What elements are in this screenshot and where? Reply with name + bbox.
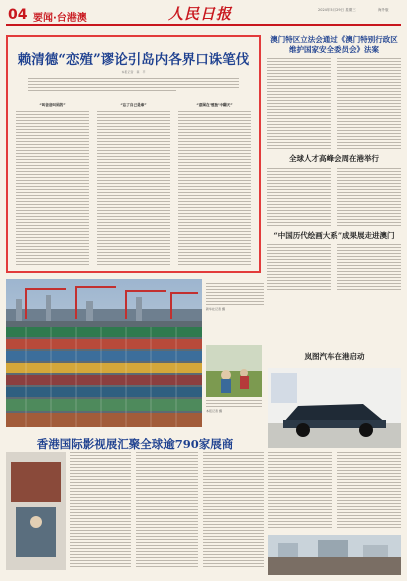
article-title-voyah[interactable] — [268, 352, 401, 362]
lead-headline[interactable]: 赖清德“恋殖”谬论引岛内各界口诛笔伐 — [17, 52, 250, 68]
container-port-image — [6, 279, 202, 427]
farm-caption — [206, 400, 262, 413]
lead-column-3 — [178, 103, 251, 265]
article-title-painting-exhibition[interactable]: “中国历代绘画大系”成果展走进澳门 — [273, 230, 395, 240]
film-headline[interactable]: 香港国际影视展汇聚全球逾790家展商 — [36, 437, 234, 451]
right-column — [267, 35, 401, 292]
photo-credit-port: 新华社记者 摄 — [206, 307, 225, 311]
publication-date: 2024年5月29日 星期三 — [318, 8, 356, 12]
section-title: 要闻·台港澳 — [33, 13, 87, 24]
expo-image — [6, 452, 66, 570]
farm-image — [206, 345, 262, 397]
lead-body-columns — [16, 103, 251, 265]
page-header — [0, 0, 407, 28]
port-photo — [6, 279, 202, 427]
article-title-macau-security[interactable]: 澳门特区立法会通过《澳门特别行政区 — [270, 35, 398, 44]
bottom-right-photo — [268, 535, 401, 575]
lead-byline: 本报记者 冀 平 — [121, 70, 146, 74]
masthead: 人民日报 — [168, 5, 233, 23]
article-body-talent-summit — [267, 168, 401, 228]
section-number: 04 — [8, 7, 28, 23]
lead-subhead-1: “叫爸爸叫妈的” — [39, 103, 66, 107]
lead-article[interactable] — [6, 35, 261, 273]
header-rule — [6, 24, 401, 26]
film-article-body — [70, 452, 264, 569]
lead-intro-text — [28, 78, 239, 93]
car-image — [268, 368, 401, 448]
article-body-voyah — [268, 452, 401, 530]
article-body-macau-security — [267, 58, 401, 151]
film-expo-photo — [6, 452, 66, 570]
lead-subhead-3: “意图在‘殖独’中翻天” — [196, 103, 233, 107]
article-title-talent-summit[interactable]: 全球人才高峰会周在港举行 — [289, 154, 379, 163]
photo-caption-block — [206, 283, 264, 312]
voyah-headline[interactable]: 岚图汽车在港启动 — [304, 352, 365, 361]
farm-photo — [206, 345, 262, 397]
lead-subhead-2: “忘了自己是谁” — [120, 103, 147, 107]
lead-column-2 — [97, 103, 170, 265]
page-label: 海外版 — [378, 8, 389, 12]
car-photo — [268, 368, 401, 448]
photo-credit-farm: 本报记者 摄 — [206, 409, 222, 413]
lead-column-1 — [16, 103, 89, 265]
street-image — [268, 535, 401, 575]
article-body-painting-exhibition — [267, 244, 401, 292]
article-title-macau-security-2[interactable]: 维护国家安全委员会》法案 — [289, 44, 379, 54]
